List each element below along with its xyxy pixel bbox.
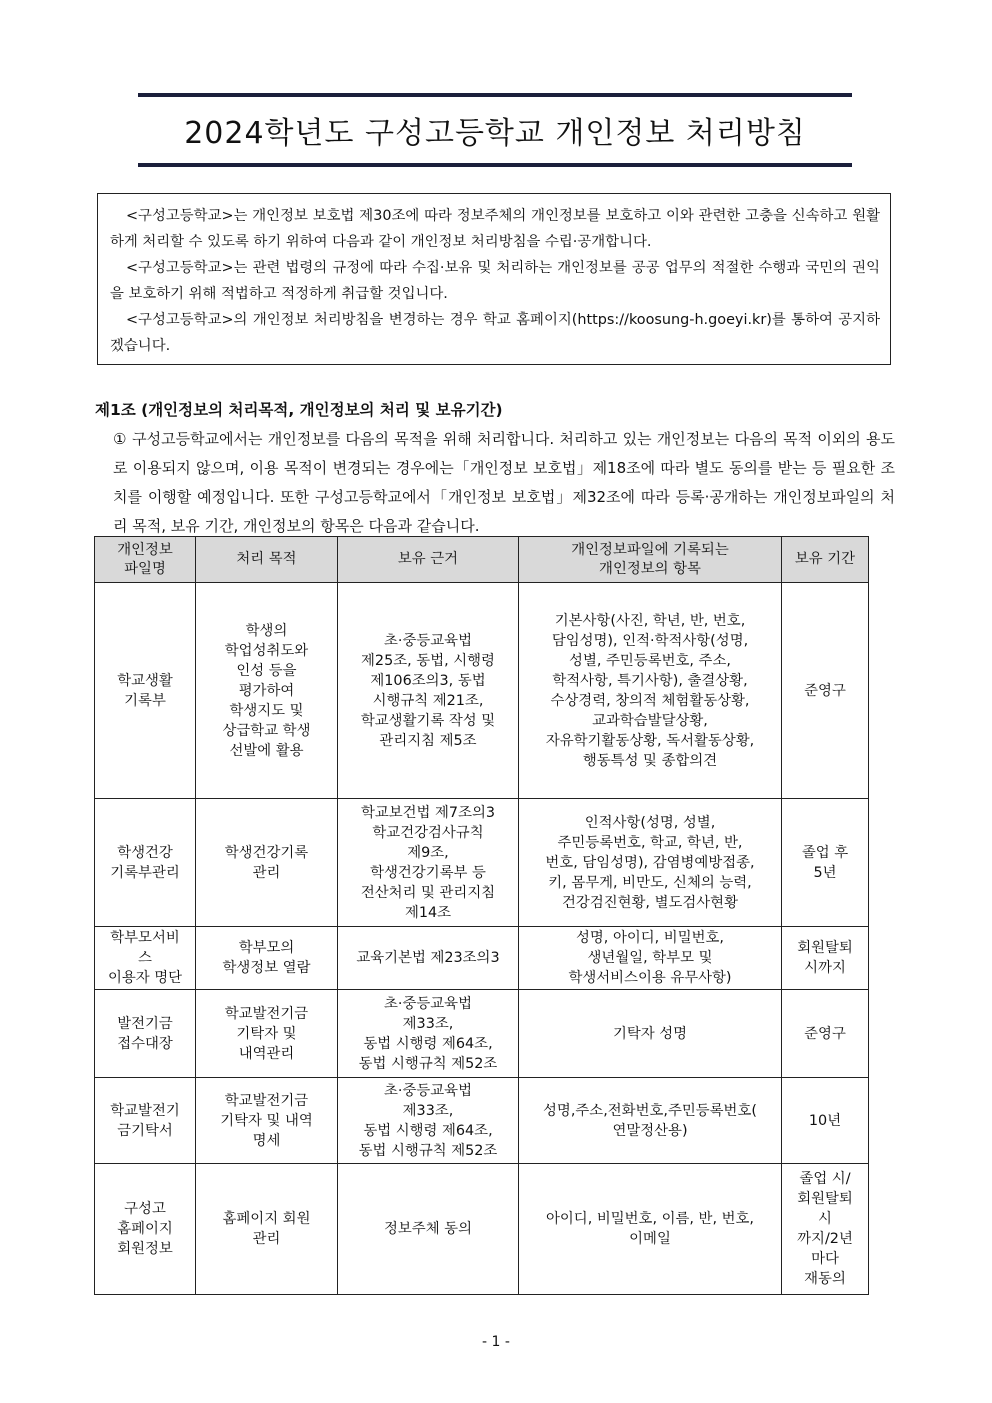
header-items: 개인정보파일에 기록되는 개인정보의 항목 — [519, 537, 782, 583]
table-row — [95, 1078, 869, 1164]
cell-legal-basis: 교육기본법 제23조의3 — [338, 927, 519, 990]
table-row — [95, 927, 869, 990]
cell-purpose: 홈페이지 회원 관리 — [196, 1164, 338, 1295]
cell-retention: 졸업 후 5년 — [782, 799, 869, 927]
header-retention: 보유 기간 — [782, 537, 869, 583]
article-heading: 제1조 (개인정보의 처리목적, 개인정보의 처리 및 보유기간) — [95, 401, 503, 419]
cell-purpose: 학생의 학업성취도와 인성 등을 평가하여 학생지도 및 상급학교 학생 선발에 활용 — [196, 583, 338, 799]
document-title: 2024학년도 구성고등학교 개인정보 처리방침 — [184, 116, 806, 151]
cell-file-name: 학교생활 기록부 — [95, 583, 196, 799]
cell-retention: 준영구 — [782, 583, 869, 799]
intro-paragraph: <구성고등학교>는 개인정보 보호법 제30조에 따라 정보주체의 개인정보를 보호하고 이와 관련한 고충을 신속하고 원활하게 처리할 수 있도록 하기 위하여 다음과 같이 개인정보 처리방침을 수립·공개합니다. — [110, 208, 880, 250]
header-file-name: 개인정보 파일명 — [95, 537, 196, 583]
header-legal-basis: 보유 근거 — [338, 537, 519, 583]
article-paragraph: ① 구성고등학교에서는 개인정보를 다음의 목적을 위해 처리합니다. 처리하고 있는 개인정보는 다음의 목적 이외의 용도로 이용되지 않으며, 이용 목적이 변경되는 경우에는「개인정보 보호법」제18조에 따라 별도 동의를 받는 등 필요한 조치를 이행할 예정입니다. 또한 구성고등학교에서「개인정보 보호법」제32조에 따라 등록·공개하는 개인정보파일의 처리 목적, 보유 기간, 개인정보의 항목은 다음과 같습니다. — [113, 430, 895, 535]
cell-items: 기탁자 성명 — [519, 990, 782, 1078]
cell-items: 성명, 아이디, 비밀번호, 생년월일, 학부모 및 학생서비스이용 유무사항) — [519, 927, 782, 990]
table-row — [95, 990, 869, 1078]
cell-items: 기본사항(사진, 학년, 반, 번호, 담임성명), 인적·학적사항(성명, 성별, 주민등록번호, 주소, 학적사항, 특기사항), 출결상황, 수상경력, 창의적 체험활동상황, 교과학습발달상황, 자유학기활동상황, 독서활동상황, 행동특성 및 종합의견 — [519, 583, 782, 799]
cell-purpose: 학교발전기금 기탁자 및 내역관리 — [196, 990, 338, 1078]
cell-items: 인적사항(성명, 성별, 주민등록번호, 학교, 학년, 반, 번호, 담임성명), 감염병예방접종, 키, 몸무게, 비만도, 신체의 능력, 건강검진현황, 별도검사현황 — [519, 799, 782, 927]
cell-file-name: 발전기금 접수대장 — [95, 990, 196, 1078]
cell-purpose: 학교발전기금 기탁자 및 내역 명세 — [196, 1078, 338, 1164]
intro-paragraph: <구성고등학교>는 관련 법령의 규정에 따라 수집·보유 및 처리하는 개인정보를 공공 업무의 적절한 수행과 국민의 권익을 보호하기 위해 적법하고 적정하게 취급할 것입니다. — [110, 260, 880, 302]
personal-info-file-table — [94, 536, 869, 1295]
intro-paragraph: <구성고등학교>의 개인정보 처리방침을 변경하는 경우 학교 홈페이지(https://koosung-h.goeyi.kr)를 통하여 공지하겠습니다. — [110, 312, 880, 354]
table-row — [95, 799, 869, 927]
table-header-row — [95, 537, 869, 583]
cell-legal-basis: 정보주체 동의 — [338, 1164, 519, 1295]
cell-legal-basis: 초·중등교육법 제33조, 동법 시행령 제64조, 동법 시행규칙 제52조 — [338, 1078, 519, 1164]
table-row — [95, 1164, 869, 1295]
cell-legal-basis: 초·중등교육법 제33조, 동법 시행령 제64조, 동법 시행규칙 제52조 — [338, 990, 519, 1078]
cell-legal-basis: 학교보건법 제7조의3 학교건강검사규칙 제9조, 학생건강기록부 등 전산처리 및 관리지침 제14조 — [338, 799, 519, 927]
cell-legal-basis: 초·중등교육법 제25조, 동법, 시행령 제106조의3, 동법 시행규칙 제21조, 학교생활기록 작성 및 관리지침 제5조 — [338, 583, 519, 799]
title-box — [138, 93, 852, 167]
cell-retention: 준영구 — [782, 990, 869, 1078]
cell-retention: 10년 — [782, 1078, 869, 1164]
cell-file-name: 학교발전기 금기탁서 — [95, 1078, 196, 1164]
cell-purpose: 학생건강기록 관리 — [196, 799, 338, 927]
cell-file-name: 학생건강 기록부관리 — [95, 799, 196, 927]
cell-retention: 졸업 시/ 회원탈퇴 시 까지/2년 마다 재동의 — [782, 1164, 869, 1295]
intro-box — [97, 193, 891, 365]
cell-items: 성명,주소,전화번호,주민등록번호( 연말정산용) — [519, 1078, 782, 1164]
page-number: - 1 - — [482, 1334, 510, 1350]
cell-file-name: 구성고 홈페이지 회원정보 — [95, 1164, 196, 1295]
cell-retention: 회원탈퇴 시까지 — [782, 927, 869, 990]
table-row — [95, 583, 869, 799]
article-1 — [95, 398, 895, 541]
cell-file-name: 학부모서비 스 이용자 명단 — [95, 927, 196, 990]
header-purpose: 처리 목적 — [196, 537, 338, 583]
cell-items: 아이디, 비밀번호, 이름, 반, 번호, 이메일 — [519, 1164, 782, 1295]
cell-purpose: 학부모의 학생정보 열람 — [196, 927, 338, 990]
